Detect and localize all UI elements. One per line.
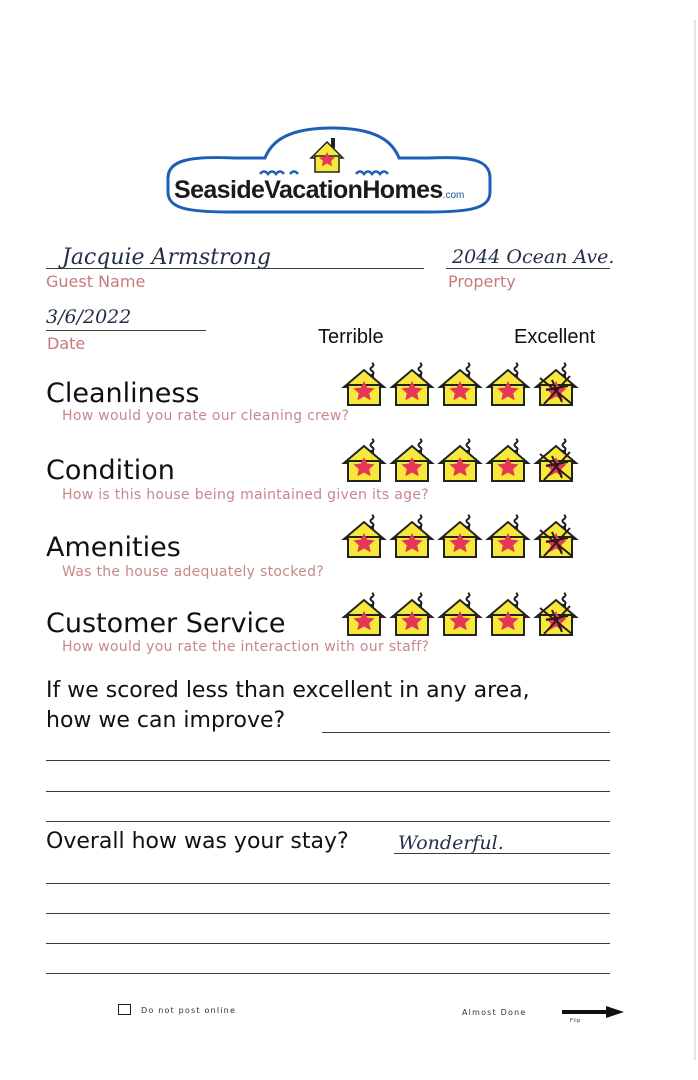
house-rating-row [340, 512, 580, 560]
page-edge [694, 20, 696, 1060]
scale-high-label: Excellent [514, 326, 596, 348]
improve-line [46, 760, 610, 761]
category-title: Condition [46, 455, 175, 486]
improve-question-line1: If we scored less than excellent in any area, [46, 678, 530, 703]
overall-question: Overall how was your stay? [46, 829, 349, 854]
house-rating-icon[interactable] [532, 436, 580, 484]
property-value: 2044 Ocean Ave. [452, 246, 615, 268]
date-line [46, 330, 206, 331]
house-rating-icon[interactable] [532, 360, 580, 408]
property-line [446, 268, 610, 269]
house-rating-icon[interactable] [388, 512, 436, 560]
house-rating-icon[interactable] [340, 590, 388, 638]
house-rating-icon[interactable] [340, 512, 388, 560]
logo-graphic [160, 120, 498, 226]
house-rating-row [340, 360, 580, 408]
house-rating-icon[interactable] [484, 512, 532, 560]
overall-line [46, 913, 610, 914]
overall-line [46, 943, 610, 944]
almost-done-label: Almost Done [462, 1008, 527, 1017]
house-rating-icon[interactable] [436, 512, 484, 560]
category-subtitle: Was the house adequately stocked? [62, 564, 324, 580]
overall-answer: Wonderful. [398, 832, 504, 854]
arrow-right-icon [562, 1006, 624, 1018]
overall-line [394, 853, 610, 854]
house-rating-icon[interactable] [484, 360, 532, 408]
house-rating-icon[interactable] [340, 436, 388, 484]
house-rating-icon[interactable] [532, 590, 580, 638]
improve-line [46, 791, 610, 792]
house-rating-icon[interactable] [388, 360, 436, 408]
overall-line [46, 883, 610, 884]
do-not-post-label: Do not post online [141, 1006, 237, 1015]
category-subtitle: How would you rate our cleaning crew? [62, 408, 350, 424]
house-rating-icon[interactable] [484, 590, 532, 638]
improve-line [46, 821, 610, 822]
logo-wordmark: SeasideVacationHomes.com [174, 176, 465, 204]
company-logo [160, 120, 498, 226]
category-title: Amenities [46, 532, 181, 563]
house-rating-icon[interactable] [484, 436, 532, 484]
house-rating-icon[interactable] [436, 590, 484, 638]
house-rating-row [340, 590, 580, 638]
category-subtitle: How is this house being maintained given its age? [62, 487, 429, 503]
scale-low-label: Terrible [318, 326, 384, 348]
category-subtitle: How would you rate the interaction with our staff? [62, 639, 430, 655]
improve-line [322, 732, 610, 733]
house-rating-row [340, 436, 580, 484]
flip-label: Flip [570, 1018, 581, 1024]
overall-line [46, 973, 610, 974]
date-label: Date [47, 334, 86, 353]
guest-name-value: Jacquie Armstrong [62, 245, 271, 270]
category-title: Cleanliness [46, 378, 200, 409]
property-label: Property [448, 272, 516, 291]
house-rating-icon[interactable] [532, 512, 580, 560]
guest-name-label: Guest Name [46, 272, 146, 291]
house-rating-icon[interactable] [436, 436, 484, 484]
house-rating-icon[interactable] [388, 436, 436, 484]
category-title: Customer Service [46, 608, 286, 639]
guest-name-line [46, 268, 424, 269]
house-rating-icon[interactable] [340, 360, 388, 408]
house-rating-icon[interactable] [436, 360, 484, 408]
house-rating-icon[interactable] [388, 590, 436, 638]
improve-question-line2: how we can improve? [46, 708, 286, 733]
date-value: 3/6/2022 [46, 306, 132, 328]
do-not-post-checkbox[interactable] [118, 1004, 131, 1015]
